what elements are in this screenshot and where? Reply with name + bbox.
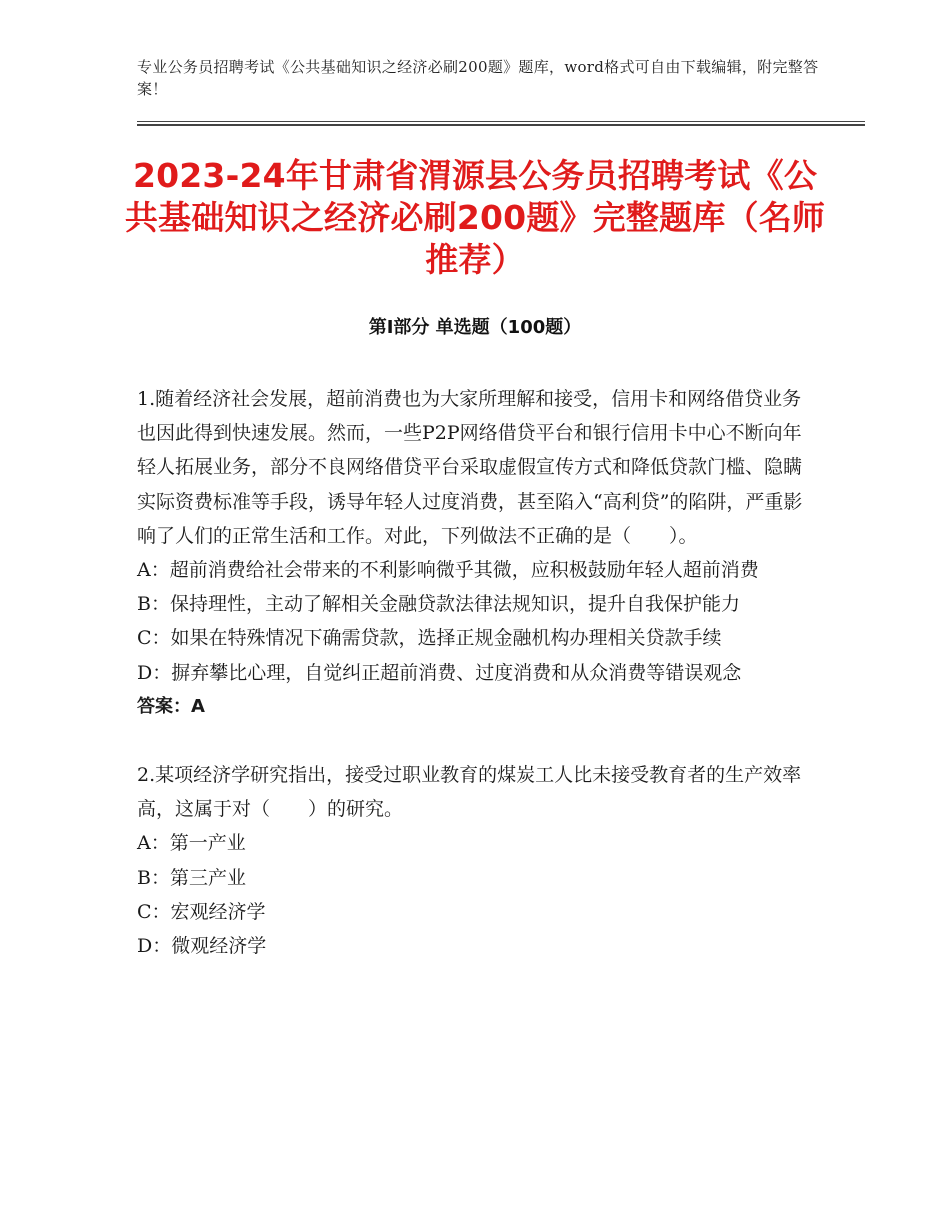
question-stem: 2.某项经济学研究指出，接受过职业教育的煤炭工人比未接受教育者的生产效率高，这属于对（ ）的研究。 xyxy=(137,764,802,821)
option-b: B：第三产业 xyxy=(137,866,246,889)
option-d: D：微观经济学 xyxy=(137,935,267,958)
header-note: 专业公务员招聘考试《公共基础知识之经济必刷200题》题库，word格式可自由下载编辑，附完整答案！ xyxy=(137,58,819,98)
question-list xyxy=(137,382,805,963)
header-divider-thin xyxy=(137,121,865,122)
section-title: 第Ⅰ部分 单选题（100题） xyxy=(368,317,582,338)
document-title: 2023-24年甘肃省渭源县公务员招聘考试《公共基础知识之经济必刷200题》完整题库（名师推荐） xyxy=(124,156,826,279)
option-b: B：保持理性，主动了解相关金融贷款法律法规知识，提升自我保护能力 xyxy=(137,593,740,616)
option-a: A：第一产业 xyxy=(137,832,246,855)
question-1 xyxy=(137,382,805,724)
question-2 xyxy=(137,758,805,963)
question-spacer xyxy=(137,724,805,758)
answer-label: 答案： xyxy=(137,695,191,717)
option-c: C：如果在特殊情况下确需贷款，选择正规金融机构办理相关贷款手续 xyxy=(137,627,722,650)
header-divider-thick xyxy=(137,124,865,126)
option-d: D：摒弃攀比心理，自觉纠正超前消费、过度消费和从众消费等错误观念 xyxy=(137,661,742,684)
question-stem: 1.随着经济社会发展，超前消费也为大家所理解和接受，信用卡和网络借贷业务也因此得到快速发展。然而，一些P2P网络借贷平台和银行信用卡中心不断向年轻人拓展业务，部分不良网络借贷平台采取虚假宣传方式和降低贷款门槛、隐瞒实际资费标准等手段，诱导年轻人过度消费，甚至陷入“高利贷”的陷阱，严重影响了人们的正常生活和工作。对此，下列做法不正确的是（ ）。 xyxy=(137,388,803,547)
answer xyxy=(137,690,805,724)
option-c: C：宏观经济学 xyxy=(137,900,266,923)
option-a: A：超前消费给社会带来的不利影响微乎其微，应积极鼓励年轻人超前消费 xyxy=(137,559,759,582)
answer-value: A xyxy=(191,695,205,717)
